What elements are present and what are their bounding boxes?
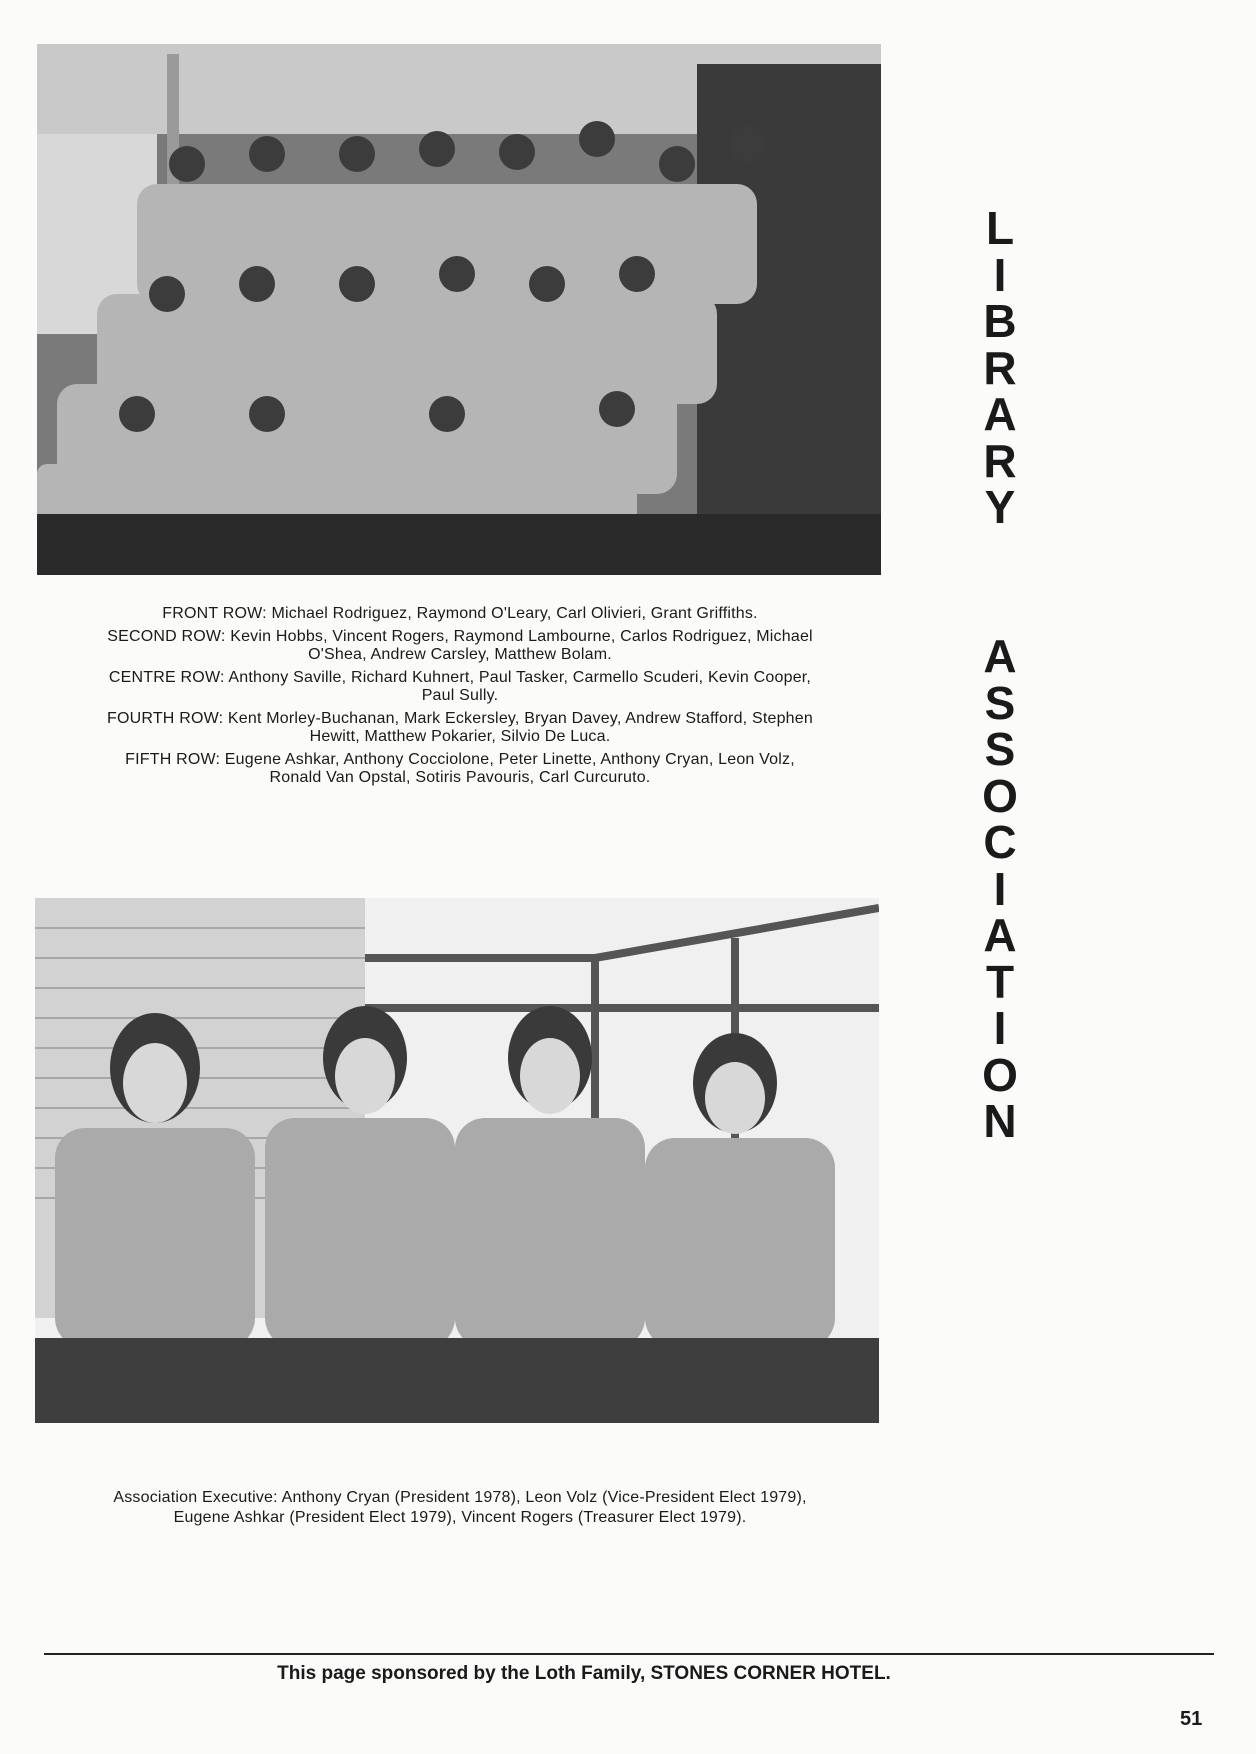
footer-rule bbox=[44, 1653, 1214, 1655]
group-photo bbox=[37, 44, 881, 575]
page-number: 51 bbox=[1180, 1708, 1203, 1730]
caption-fourth-row: FOURTH ROW: Kent Morley-Buchanan, Mark Eckersley, Bryan Davey, Andrew Stafford, Stephen Hewitt, Matthew Pokarier, Silvio De Luca. bbox=[107, 710, 813, 745]
sponsor-line: This page sponsored by the Loth Family, STONES CORNER HOTEL. bbox=[277, 1663, 891, 1684]
caption-fifth-row: FIFTH ROW: Eugene Ashkar, Anthony Cocciolone, Peter Linette, Anthony Cryan, Leon Volz, Ronald Van Opstal, Sotiris Pavouris, Carl Curcuruto. bbox=[125, 751, 795, 786]
vertical-title-library: L I B R A R Y bbox=[983, 202, 1017, 533]
group-photo-image bbox=[37, 44, 881, 575]
executive-photo bbox=[35, 898, 879, 1423]
executive-photo-caption: Association Executive: Anthony Cryan (President 1978), Leon Volz (Vice-President Elect 1979), Eugene Ashkar (President Elect 1979), Vincent Rogers (Treasurer Elect 1979). bbox=[113, 1489, 807, 1526]
vertical-title-association: A S S O C I A T I O N bbox=[982, 630, 1018, 1147]
executive-photo-image bbox=[35, 898, 879, 1423]
caption-front-row: FRONT ROW: Michael Rodriguez, Raymond O'Leary, Carl Olivieri, Grant Griffiths. bbox=[162, 605, 758, 622]
caption-centre-row: CENTRE ROW: Anthony Saville, Richard Kuhnert, Paul Tasker, Carmello Scuderi, Kevin Cooper, Paul Sully. bbox=[108, 669, 812, 704]
caption-second-row: SECOND ROW: Kevin Hobbs, Vincent Rogers, Raymond Lambourne, Carlos Rodriguez, Michael O'Shea, Andrew Carsley, Matthew Bolam. bbox=[107, 628, 813, 663]
group-photo-captions bbox=[30, 605, 890, 792]
